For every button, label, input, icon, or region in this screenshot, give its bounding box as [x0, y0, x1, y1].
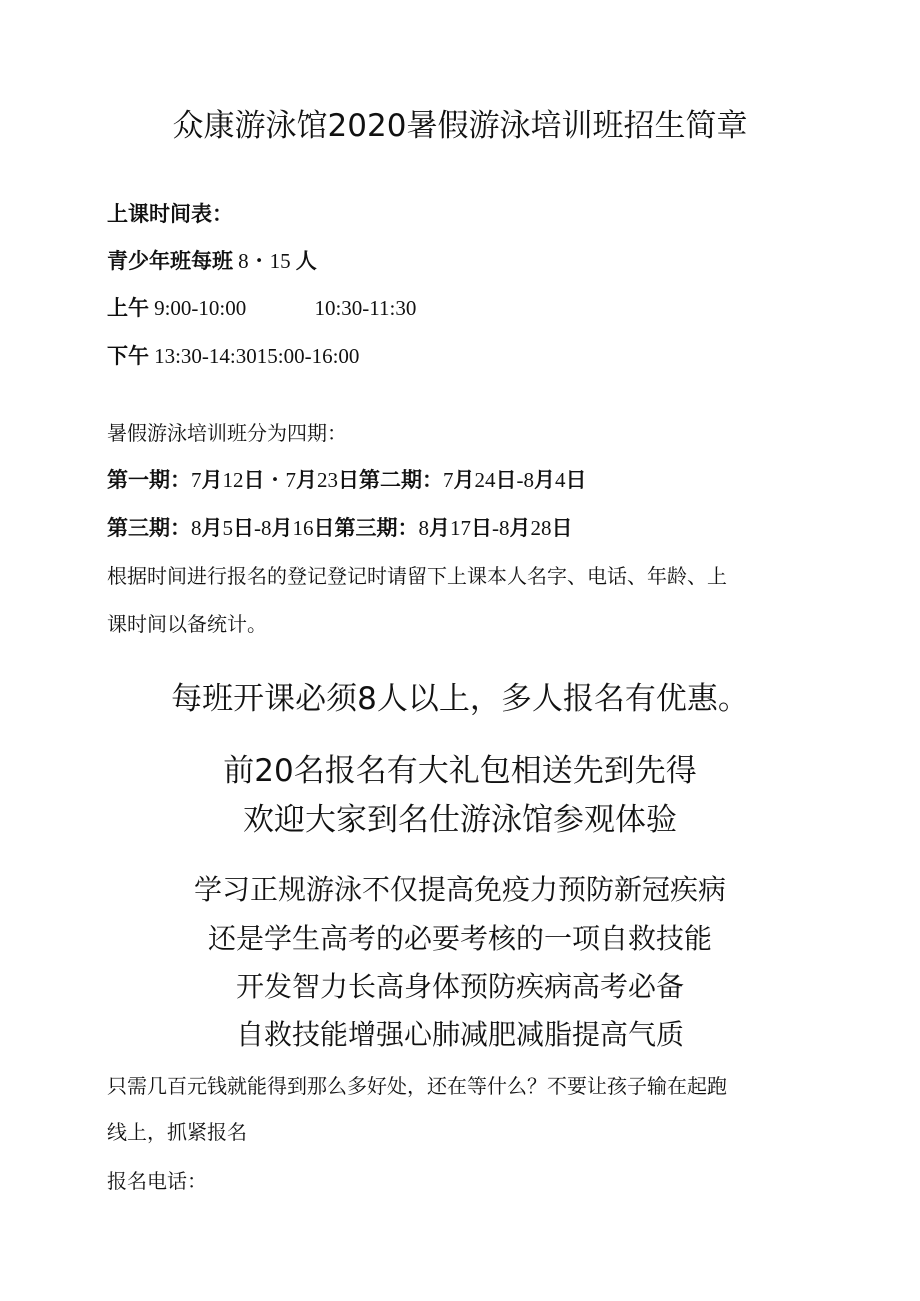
period-row-2-segment: 5 [222, 516, 233, 540]
morning-slot-2: 10:30-11:30 [314, 296, 417, 320]
period-row-1-segment: 23 [317, 468, 338, 492]
registration-note-line-2: 课时间以备统计。 [107, 612, 267, 636]
period-row-2-segment: 第三期： [107, 516, 191, 540]
benefit-line-2: 还是学生高考的必要考核的一项自救技能 [207, 922, 712, 955]
period-row-1-segment: 日 [565, 468, 587, 492]
period-row-2-segment: 日 [233, 516, 254, 540]
period-row-1-segment: 日第二期： [338, 468, 443, 492]
period-row-2-segment: 28 [530, 516, 552, 540]
period-row-2-segment: 17 [450, 516, 471, 540]
class-unit: 人 [295, 249, 317, 273]
period-row-2-segment: 日 [551, 516, 573, 540]
period-row-1-segment: 7 [191, 468, 202, 492]
period-row-1-segment: ・7 [264, 468, 296, 492]
class-label: 青少年班每班 [107, 249, 233, 273]
period-row-1-segment: 第一期： [107, 468, 191, 492]
schedule-heading: 上课时间表： [107, 202, 233, 226]
period-row-2-segment: 16 [292, 516, 314, 540]
period-row-1-segment: 日 [495, 468, 517, 492]
class-size-line [107, 245, 317, 275]
period-row-2-segment: 月 [509, 516, 531, 540]
period-row-2-segment: -8 [492, 516, 510, 540]
period-row-2-segment: 月 [201, 516, 223, 540]
period-row-1-segment: 7 [443, 468, 454, 492]
period-row-1-segment: -8 [516, 468, 534, 492]
morning-schedule-line [107, 292, 416, 322]
period-row-1-segment: 12 [222, 468, 244, 492]
period-row-2-segment: 日 [471, 516, 492, 540]
afternoon-slots: 13:30-14:3015:00-16:00 [154, 344, 360, 368]
period-row-1 [107, 464, 587, 494]
afternoon-label: 下午 [107, 344, 149, 368]
afternoon-schedule-line [107, 340, 359, 370]
closing-line-2: 线上，抓紧报名 [107, 1120, 247, 1144]
period-row-2-segment: 8 [191, 516, 202, 540]
benefit-line-1: 学习正规游泳不仅提高免疫力预防新冠疾病 [193, 873, 726, 906]
period-row-1-segment: 月 [534, 468, 555, 492]
periods-intro: 暑假游泳培训班分为四期： [107, 421, 347, 445]
promo-gift-pack: 前20名报名有大礼包相送先到先得 [223, 753, 697, 789]
class-size: 8・15 [238, 249, 291, 273]
closing-line-1: 只需几百元钱就能得到那么多好处，还在等什么？不要让孩子输在起跑 [107, 1074, 727, 1098]
morning-label: 上午 [107, 296, 149, 320]
period-row-1-segment: 24 [474, 468, 496, 492]
period-row-1-segment: 月 [201, 468, 223, 492]
phone-label: 报名电话： [107, 1169, 207, 1193]
promo-welcome-visit: 欢迎大家到名仕游泳馆参观体验 [243, 802, 677, 838]
period-row-2-segment: 日第三期： [313, 516, 419, 540]
promo-minimum-class: 每班开课必须8人以上，多人报名有优惠。 [171, 681, 749, 717]
registration-note-line-1: 根据时间进行报名的登记登记时请留下上课本人名字、电话、年龄、上 [107, 564, 727, 588]
page-title: 众康游泳馆2020暑假游泳培训班招生简章 [172, 108, 748, 144]
period-row-2-segment: 月 [429, 516, 450, 540]
period-row-1-segment: 月 [296, 468, 317, 492]
period-row-2-segment: -8 [254, 516, 272, 540]
period-row-2 [107, 512, 573, 542]
period-row-1-segment: 月 [453, 468, 475, 492]
period-row-2-segment: 8 [418, 516, 429, 540]
morning-slot-1: 9:00-10:00 [154, 296, 247, 320]
period-row-1-segment: 4 [555, 468, 566, 492]
period-row-1-segment: 日 [243, 468, 265, 492]
benefit-line-3: 开发智力长高身体预防疾病高考必备 [235, 970, 684, 1003]
benefit-line-4: 自救技能增强心肺减肥减脂提高气质 [235, 1018, 684, 1051]
period-row-2-segment: 月 [271, 516, 293, 540]
